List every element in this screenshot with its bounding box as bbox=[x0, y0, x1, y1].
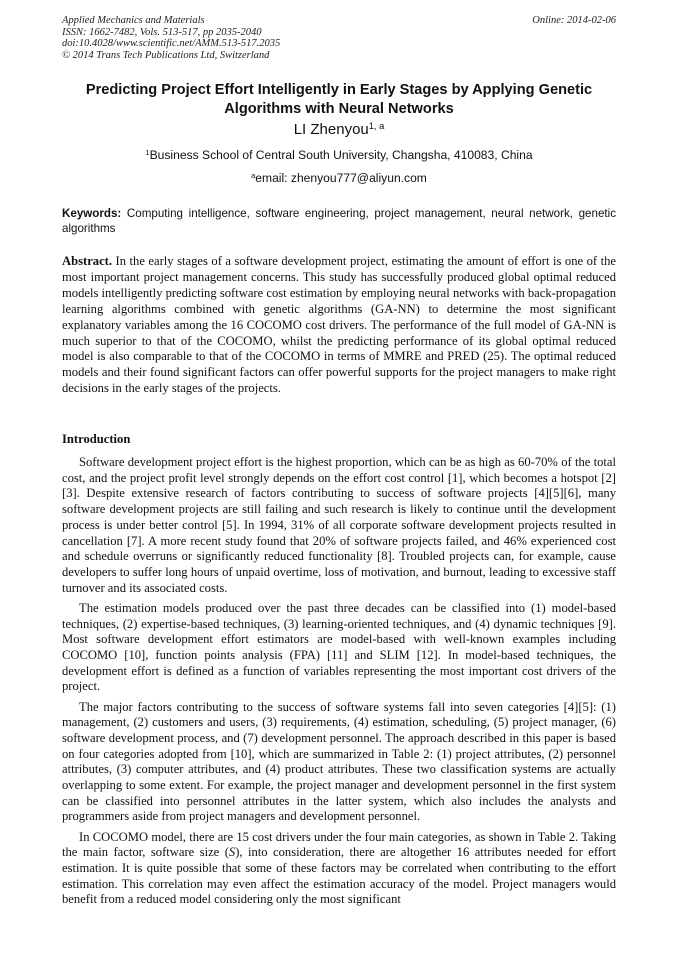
abstract-text: In the early stages of a software development project, estimating the amount of effort is one of the most important project management concerns. This study has successfully produced global optimal reduced models intelligently predicting software cost estimation by employing neural networks with back-propagation learning algorithms combined with genetic algorithms (GA-NN) to determine the most significant explanatory variables among the 16 COCOMO cost drivers. The performance of the full model of GA-NN is much superior to that of the COCOMO, whilst the predicting performance of its global optimal reduced model is also comparable to that of the COCOMO in terms of MMRE and PRED (25). The optimal reduced models and their found significant factors can offer powerful supports for the project managers to make right decisions in the early stages of the projects. bbox=[62, 254, 616, 396]
paragraph-1: Software development project effort is the highest proportion, which can be as high as 60-70% of the total cost, and the project profit level strongly depends on the effort cost control [1], which becomes a hotspot [2] [3]. Despite extensive research of factors contributing to success of software projects [4][5][6], many software development projects are still failing and such research is likely to continue until the development process is under better control [5]. In 1994, 31% of all corporate software development projects resulted in cancellation [7]. A more recent study found that 20% of software projects failed, and 46% experienced cost and schedule overruns or significantly reduced functionality [8]. Troubled projects can, for example, cause developers to suffer long hours of unpaid overtime, loss of motivation, and burnout, leading to excessive staff turnover and its associated costs. bbox=[62, 455, 616, 595]
email-line bbox=[62, 171, 616, 186]
abstract bbox=[62, 254, 616, 397]
keywords-text: Computing intelligence, software engineering, project management, neural network, genetic algorithms bbox=[62, 207, 616, 235]
journal-doi: doi:10.4028/www.scientific.net/AMM.513-517.2035 bbox=[62, 38, 281, 49]
author-superscript: 1, a bbox=[368, 120, 385, 131]
affiliation-text: Business School of Central South University, Changsha, 410083, China bbox=[149, 148, 533, 162]
affiliation-superscript: 1 bbox=[145, 147, 150, 157]
paragraph-4 bbox=[62, 830, 616, 909]
paragraph-4-end: ), into consideration, there are altogether 16 attributes needed for effort estimation. It is quite possible that some of these factors may be correlated when contributing to the effort estimation. This correlation may even affect the estimation accuracy of the model. Project managers would benefit from a reduced model considering only the most significant bbox=[62, 845, 616, 907]
author-name: LI Zhenyou bbox=[293, 121, 369, 138]
paragraph-4-start: In COCOMO model, there are 15 cost drivers under the four main categories, as shown in Table 2. Taking the main factor, software size ( bbox=[62, 829, 616, 860]
abstract-label: Abstract. bbox=[62, 254, 113, 268]
online-date: Online: 2014-02-06 bbox=[532, 15, 616, 26]
keywords-label: Keywords: bbox=[62, 207, 122, 220]
email-address: email: zhenyou777@aliyun.com bbox=[255, 171, 427, 185]
affiliation bbox=[62, 148, 616, 163]
size-variable: S bbox=[228, 845, 236, 860]
journal-issn: ISSN: 1662-7482, Vols. 513-517, pp 2035-2040 bbox=[62, 26, 262, 38]
journal-copyright: © 2014 Trans Tech Publications Ltd, Switzerland bbox=[62, 49, 270, 61]
journal-header bbox=[62, 15, 616, 61]
introduction-body bbox=[62, 455, 616, 913]
email-superscript: a bbox=[251, 170, 256, 180]
paragraph-2: The estimation models produced over the past three decades can be classified into (1) model-based techniques, (2) expertise-based techniques, (3) learning-oriented techniques, and (4) dynamic techniques [9]. Most software development effort estimators are model-based with well-known examples including COCOMO [10], function points analysis (FPA) [11] and SLIM [12]. In model-based techniques, the development effort is defined as a function of variables representing the most important cost drivers of the project. bbox=[62, 600, 616, 694]
paper-title: Predicting Project Effort Intelligently in Early Stages by Applying Genetic Algorithms with Neural Networks bbox=[85, 82, 593, 117]
author-line bbox=[62, 121, 616, 139]
section-heading-introduction: Introduction bbox=[62, 432, 131, 446]
paragraph-3: The major factors contributing to the success of software systems fall into seven categories [4][5]: (1) management, (2) customers and users, (3) requirements, (4) estimation, scheduling, (5) project manager, (6) software development process, and (7) development personnel. The approach described in this paper is based on four categories adopted from [10], which are summarized in Table 2: (1) project attributes, (2) personnel attributes, (3) computer attributes, and (4) product attributes. These two classification systems are actually overlapping to some extent. For example, the project manager and development personnel in the first system can be classified into personnel attributes in the latter system, which also includes the analysts and programmers aside from project managers and development personnel. bbox=[62, 699, 616, 824]
keywords bbox=[62, 206, 616, 236]
journal-name: Applied Mechanics and Materials bbox=[62, 15, 205, 26]
